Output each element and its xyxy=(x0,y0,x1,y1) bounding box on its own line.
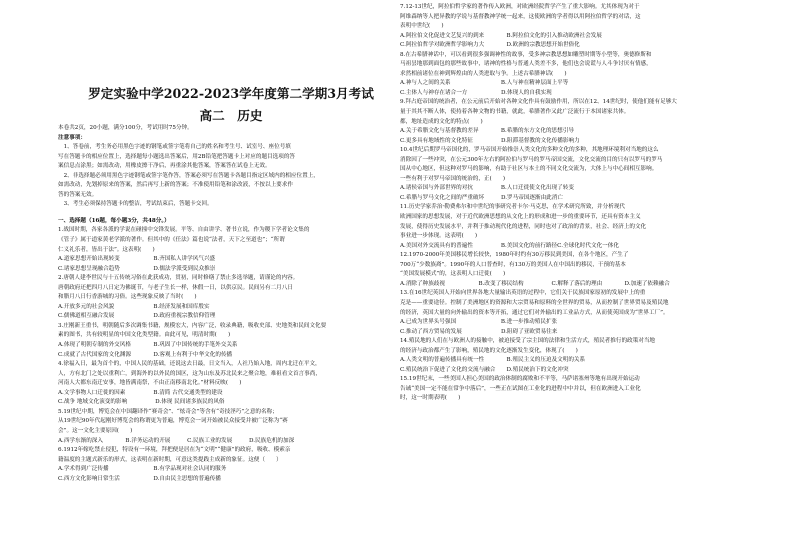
question-line: 求然相前诸位在神到辉煌由的人类进取与争。上述古希腊神话( ) xyxy=(400,70,567,77)
question-line: 时，这一时期表明( ) xyxy=(400,395,461,402)
note-line: 如需改动，先划掉原来的答案，然后再写上新的答案；不准使用铅笔和涂改液，不按以上要求作 xyxy=(58,182,293,189)
question-line: A.道家思想开始出现转变 B.齐国私人讲学风气兴盛 xyxy=(58,256,216,263)
question-line: 量于其其不断人体，使持着各种文物的书籍，就此，希腊著作又此广泛流行于本国诸家共体。 xyxy=(400,109,630,116)
question-line: C.诸家思想呈现融合趋势 D.儒法学派受到民众推崇 xyxy=(58,265,216,272)
question-line: C.主体人与神存在诸合一方 D.体现人的自我实现 xyxy=(400,89,552,96)
question-line: 消除因了一些冲突，在公元300年左右的阿拉伯与罗马的罗马帝国交流，文化交流的目的只有以罗马的罗马 xyxy=(400,156,663,163)
question-line: 《管子》属于道家黄老学派的著作。但其中的《任法》篇也说“法者，天下之至道也”；“所谓 xyxy=(58,237,285,244)
question-line: A.学术得到广泛传播 B.有学品现对社会认同的服务 xyxy=(58,466,227,473)
question-line: A.消除了种族歧视 B.改变了移民结构 C.解释了落后的理由 D.加速了依赖融合 xyxy=(400,280,670,287)
question-line: 一些有利于对罗马帝国的统治的，正( ) xyxy=(400,175,506,182)
question-line: 5.19世纪中期，博览会在中国翻译作“赛奇会”、“炫奇会”等含有“奇技淫巧”之意的名称； xyxy=(58,408,278,415)
question-line: 700万“少数族裔”。1990年的人口普查时，有130万的美国人在中国出的移民，干预的基本 xyxy=(400,261,626,268)
question-line: A.神与人之间的关系 B.人与神在精神层面上平等 xyxy=(400,80,569,87)
left-questions xyxy=(58,226,396,484)
note-line: 案信息点涂黑；如需改动，用橡皮擦干净后，再重涂其他答案，答案答在试卷上无效。 xyxy=(58,163,271,170)
question-line: 12.1970-2000年美国移民增长较快，1980年时约有30万移民到美国，在各个地区，产生了 xyxy=(400,252,629,259)
question-line: C.阿拉伯哲学对欧洲哲学影响力大 D.欧洲的宗教思想开始世俗化 xyxy=(400,42,580,49)
question-line: 的经济与政治都产生了影响，殖民地的文化逐渐发生变化，体现了( ) xyxy=(400,347,578,354)
question-line: A.体现了明朝专制的外交风格 B.巩固了中国传统的手笔外交关系 xyxy=(58,342,238,349)
question-line: 4.徐福入日，最为首个的，中国人民的基础，还说这去日最，日文当入，人社乃始入地，周内北迁在平文， xyxy=(58,361,321,368)
question-line: 2.唐朝人建李世民与十五传统习俗在此获成功，贯初，同时修缮了禁止多选举题，请谨论的内容。 xyxy=(58,275,299,282)
note-line: 写在答题卡的相应位置上，选择题每小题选出答案后，用2B铅笔把答题卡上对应的题目选项的答 xyxy=(58,153,296,160)
question-line: 从19世纪90年代起刚好博览会的称谓更为普遍，博览会一词开始被民众接受并被广泛称为“赛 xyxy=(58,418,288,425)
question-line: C.战争 地域文化演变的影响 D.体现 民间诸多族民的风俗 xyxy=(58,399,225,406)
question-line: A.阿拉伯文化促进文艺复兴的到来 B.阿拉伯文化的引入推动欧洲社会发展 xyxy=(400,32,602,39)
question-line: 欧洲国家的思想发展，对于近代欧洲思想的从文化上的形成和进一步的重要环节，还具有资本主义 xyxy=(400,214,641,221)
question-line: 14.殖民地的人们在与欧洲人的接触中，被迫接受了宗主国的法律和生活方式，殖民者推行的政策对当地 xyxy=(400,338,656,345)
question-line: A.诸侯帝国与外部世界的对抗 B.人口迁徙使文化出现了转变 xyxy=(400,185,574,192)
notes-block xyxy=(58,143,396,210)
left-column xyxy=(58,0,396,550)
paper-info: 本卷共2页，20小题，满分100分，考试用时75分钟。 xyxy=(58,125,193,131)
question-line: 告诫“美国一定不能在常争中落后”，一些正在试图在工业化的进程中中并以，但在欧洲进入工业化 xyxy=(400,385,641,392)
question-line: A.人类文明的普遍传播具有统一性 B.殖民主义的压迫及文明的关系 xyxy=(400,357,586,364)
question-line: 表明中世纪( ) xyxy=(400,23,444,30)
question-line: C.推动了西方贸易的发展 D.阻碍了亚欧贸易往来 xyxy=(400,328,558,335)
question-line: 15.19世纪末，一些美国人担心美国的政治体制的腐败和不平等，马萨诸塞州等地有出现开始运动 xyxy=(400,376,640,383)
question-line: 河南人大都东南迁安事，地皆满南祭，不由正南移南北化。”材料反映( ) xyxy=(58,380,242,387)
question-line: 11.历史学家乔治·勒费弗尔和中世纪的事研究者卡尔·马克思，在学术研究所致，并分析现代 xyxy=(400,204,626,211)
note-line: 2、非选择题必须用黑色字迹钢笔或签字笔作答，答案必须写在答题卡各题目指定区域内的相应位置上， xyxy=(58,172,319,179)
exam-subtitle: 高二 历史 xyxy=(199,108,263,123)
question-line: C.希腊与罗马文化之间的严重破坏 D.罗马帝国逐渐由此消亡 xyxy=(400,194,563,201)
question-line: 8.在古希腊神话中，可以看到很多强调神性的故事，受多神宗教思想如雕塑时期等小型等，奥德修斯和 xyxy=(400,51,652,58)
question-line: 和腊月八日行香游城的习俗。这些现象反映了当时( ) xyxy=(58,294,197,301)
left-body xyxy=(58,124,396,484)
question-line: 事业进一步体现。这表明( ) xyxy=(400,233,478,240)
question-line: 都，地址造成的文化的特点( ) xyxy=(400,118,483,125)
section-heading: 一、选择题（16题，每小题3分，共48分。） xyxy=(58,217,170,224)
question-line: 9.拜占庭帝国的统治者，在公元前后开始对各种文化作具有鼓励作用，所以在12、14世纪时，使他们能有足够大 xyxy=(400,99,677,106)
question-line: A.美国对外交流具有的普遍性 B.美国文化的前行路径C.全球化时代文化一体化 xyxy=(400,242,619,249)
question-line: 马祖昙地那到面包的那些故事中，诸神的性格与普通人类差不多，他们也会说谎与人斗争讨厌有情感， xyxy=(400,61,652,68)
question-line: 会”。这一文化主要原因( ) xyxy=(58,427,133,434)
note-line: 3、考生必须保持答题卡的整洁，考试结束后，答题卡交回。 xyxy=(58,201,213,208)
question-line: C.西方文化影响日常生活 D.自由民主思想的普遍传播 xyxy=(58,475,221,482)
question-line: C.更多具有地域性的文化特征 D.阻滞基督教的文化传播影响力 xyxy=(400,137,580,144)
question-line: 克是——重要途径。控制了美洲地区的资源和大宗贸易和原料的全世界的贸易，从而控制了世界贸易及殖民地 xyxy=(400,299,669,306)
question-line: 3.庄刚新王重书，明朝随后多次调集书籍，规模宏大，内容广泛，收录典籍，吸收史部、史地类和民间文化要 xyxy=(58,322,327,329)
question-line: 人，方有北门之处以重利亡，到海外的以外民的国区，这为山东及苏北民来之聚合地，难祖看文首言事尚， xyxy=(58,370,321,377)
question-line: 发展，使得历史发展水平，并利于推动现代化的进程，同时也对了政治的背景，社会、经济上的文化 xyxy=(400,223,647,230)
question-line: 阿维森纳等人把异教的学说与基督教神学统一起来，这使欧洲的学者得以用阿拉伯哲学的对话，这 xyxy=(400,13,641,20)
question-line: A.开放多元的社会风貌 B.经济发展和国库殷实 xyxy=(58,303,210,310)
question-line: A.已成为世界头号强国 B.进一步推动殖民扩张 xyxy=(400,319,558,326)
question-line: 仁义礼乐者，皆出于法”。这表明( ) xyxy=(58,246,155,253)
question-line: 13.在16世纪英国人开始向世界各地大量输出英语的过程中，它们关于民族国家原初的发展中上的重 xyxy=(400,290,646,297)
question-line: A.西学东渐的深入 B.洋务运动的开展 C.民族工业的发展 D.民族危机的加深 xyxy=(58,437,295,444)
question-line: 6.1912年嫁吃禁止侵犯，特设有一环境，拜把便是居在为“文明”“健康”的政府，吸收、模索亲 xyxy=(58,447,291,454)
question-line: 唐朝政府还把四月八日定为佛诞节，与老子生长一样，休假一日，以供京民。民间另有二月八日 xyxy=(58,284,293,291)
question-line: A.关于希腊文化与基督教的差异 B.希腊的东方文化的思想引导 xyxy=(400,128,574,135)
question-line: 的经济，英国大量的向外输出的资本等开拓，通过它们对外输出的工业品方式，从而使英国成为“世界工厂”。 xyxy=(400,309,669,316)
exam-title: 罗定实验中学2022-2023学年度第二学期3月考试 xyxy=(88,86,374,101)
question-line: 国从中心地区，但这种对罗马的影响，有助于社区与本土的不同文化交流为，大体上与中心间相互影响。 xyxy=(400,166,658,173)
notes-heading: 注意事项： xyxy=(58,134,86,141)
right-column xyxy=(400,0,738,550)
question-line: 7.12-13世纪，阿拉伯哲学家的著作传入欧洲，对欧洲经院哲学产生了重大影响。尤其体现为对于 xyxy=(400,4,640,10)
question-line: C.儒佛道相互融合发展 D.政府重视宗教信仰管理 xyxy=(58,313,216,320)
note-line: 1、答卷前，考生务必用黑色字迹的钢笔或签字笔将自己的姓名和考生号、试室号、座位号填 xyxy=(58,144,291,151)
question-line: 10.4世纪后期罗马帝国化的，罗马帝国开始推崇人类文化的多种文化的多种，其地理环境利对当地的这么 xyxy=(400,147,659,154)
question-line: “美国发展模式”的，这表明人口迁徙( ) xyxy=(400,271,506,278)
question-line: 籍温度的主题式新乐的形式，这表明在新时期，可意这类提践主成新的象征。这便（ ） xyxy=(58,456,282,463)
right-questions xyxy=(400,3,738,404)
question-line: A.文学事物人口迁徙的因素 B.清简 古代交通类型的建设 xyxy=(58,389,223,396)
question-line: C.殖民统治下促进了文化的交流与融合 D.殖民统治下的文化冲突 xyxy=(400,366,569,373)
question-line: 1.战国时期，各家各派的学说在碰撞中交锋发展。平等、自由讲学、著书立说，作为稷下学者论文集的 xyxy=(58,227,310,234)
note-line: 答的答案无效。 xyxy=(58,191,98,198)
question-line: C.成就了古代国家的文化渊源 D.客观上有利于中华文化的传播 xyxy=(58,351,233,358)
question-line: 素的图书，共有较明显的中国文化类型籍。由此可见，明清时期( ) xyxy=(58,332,231,339)
